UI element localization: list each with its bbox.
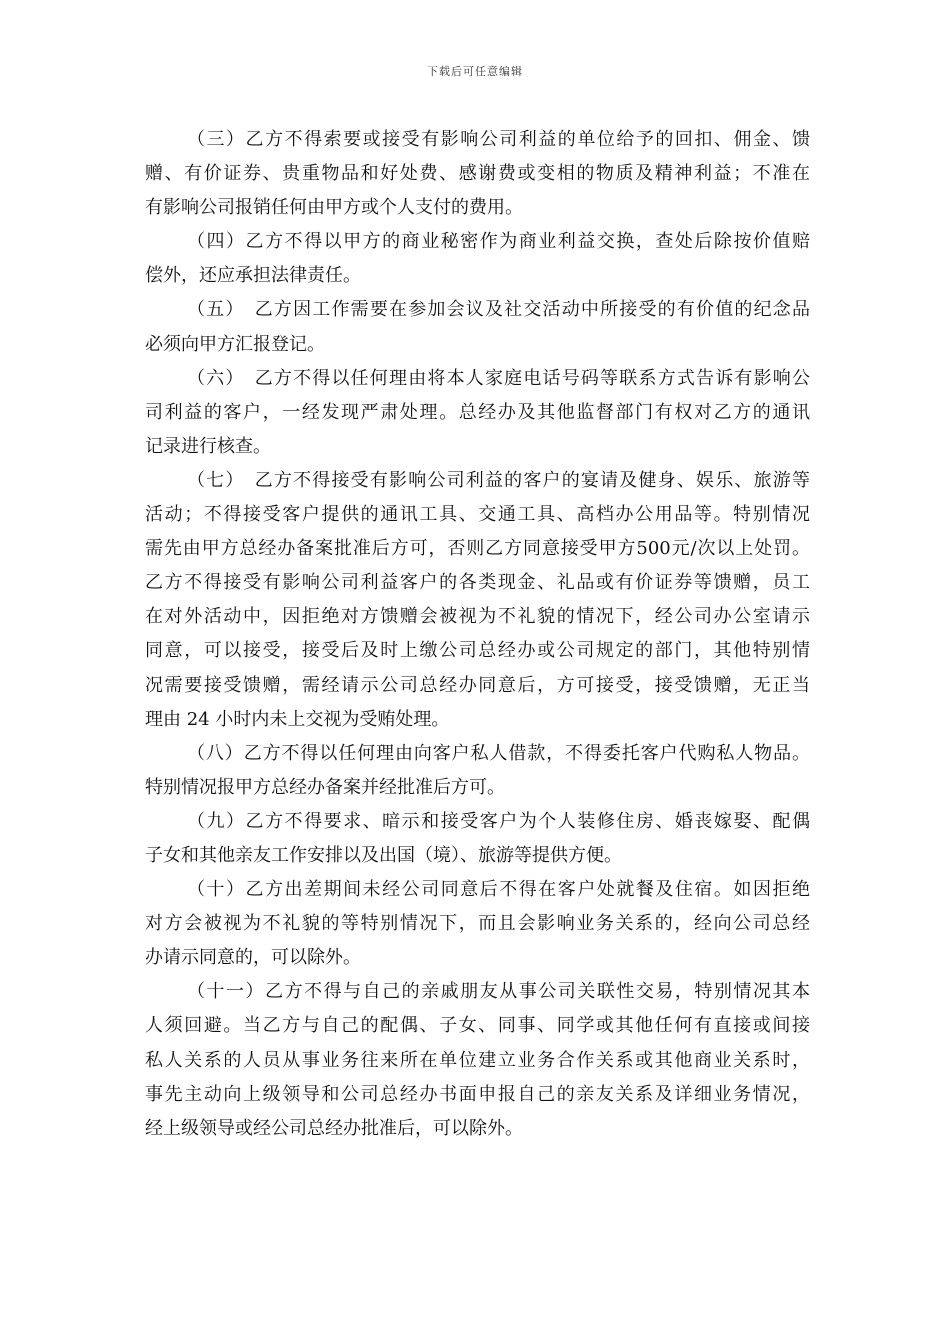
- text-line: （十一）乙方不得与自己的亲戚朋友从事公司关联性交易，特别情况其本: [187, 981, 810, 1003]
- document-body: [145, 123, 810, 1146]
- text-line: （六） 乙方不得以任何理由将本人家庭电话号码等联系方式告诉有影响公: [187, 367, 810, 389]
- text-line: 办请示同意的，可以除外。: [145, 947, 361, 969]
- page-header: 下载后可任意编辑: [427, 65, 523, 78]
- text-line: 理由 24 小时内未上交视为受贿处理。: [145, 708, 450, 730]
- text-line: （九）乙方不得要求、暗示和接受客户为个人装修住房、婚丧嫁娶、配偶: [187, 810, 810, 832]
- text-line: 记录进行核查。: [145, 435, 271, 457]
- text-line: （四）乙方不得以甲方的商业秘密作为商业利益交换，查处后除按价值赔: [187, 231, 810, 253]
- text-line: 在对外活动中，因拒绝对方馈赠会被视为不礼貌的情况下，经公司办公室请示: [145, 606, 810, 628]
- text-line: 活动；不得接受客户提供的通讯工具、交通工具、高档办公用品等。特别情况: [145, 504, 810, 526]
- text-line: 事先主动向上级领导和公司总经办书面申报自己的亲友关系及详细业务情况，: [145, 1083, 810, 1105]
- text-line: 偿外，还应承担法律责任。: [145, 265, 361, 287]
- text-line: 特别情况报甲方总经办备案并经批准后方可。: [145, 776, 505, 798]
- text-line: （八）乙方不得以任何理由向客户私人借款，不得委托客户代购私人物品。: [187, 742, 810, 764]
- text-line: （三）乙方不得索要或接受有影响公司利益的单位给予的回扣、佣金、馈: [187, 129, 810, 150]
- text-line: 司利益的客户，一经发现严肃处理。总经办及其他监督部门有权对乙方的通讯: [145, 401, 810, 423]
- text-line: 有影响公司报销任何由甲方或个人支付的费用。: [145, 197, 523, 219]
- text-line: 况需要接受馈赠，需经请示公司总经办同意后，方可接受，接受馈赠，无正当: [145, 674, 810, 696]
- text-line: 必须向甲方汇报登记。: [145, 333, 325, 355]
- text-line: 对方会被视为不礼貌的等特别情况下，而且会影响业务关系的，经向公司总经: [145, 913, 810, 935]
- text-line: 需先由甲方总经办备案批准后方可，否则乙方同意接受甲方500元/次以上处罚。: [145, 538, 810, 560]
- text-line: 同意，可以接受，接受后及时上缴公司总经办或公司规定的部门，其他特别情: [145, 640, 810, 662]
- text-line: 私人关系的人员从事业务往来所在单位建立业务合作关系或其他商业关系时，: [145, 1049, 810, 1071]
- text-line: 子女和其他亲友工作安排以及出国（境）、旅游等提供方便。: [145, 844, 622, 866]
- text-line: 赠、有价证券、贵重物品和好处费、感谢费或变相的物质及精神利益；不准在: [145, 163, 810, 185]
- text-line: 乙方不得接受有影响公司利益客户的各类现金、礼品或有价证券等馈赠，员工: [145, 572, 810, 594]
- text-line: 经上级领导或经公司总经办批准后，可以除外。: [145, 1117, 523, 1139]
- text-line: （五） 乙方因工作需要在参加会议及社交活动中所接受的有价值的纪念品: [187, 299, 810, 321]
- text-line: 人须回避。当乙方与自己的配偶、子女、同事、同学或其他任何有直接或间接: [145, 1015, 810, 1037]
- text-line: （十）乙方出差期间未经公司同意后不得在客户处就餐及住宿。如因拒绝: [187, 879, 810, 901]
- text-line: （七） 乙方不得接受有影响公司利益的客户的宴请及健身、娱乐、旅游等: [187, 469, 810, 491]
